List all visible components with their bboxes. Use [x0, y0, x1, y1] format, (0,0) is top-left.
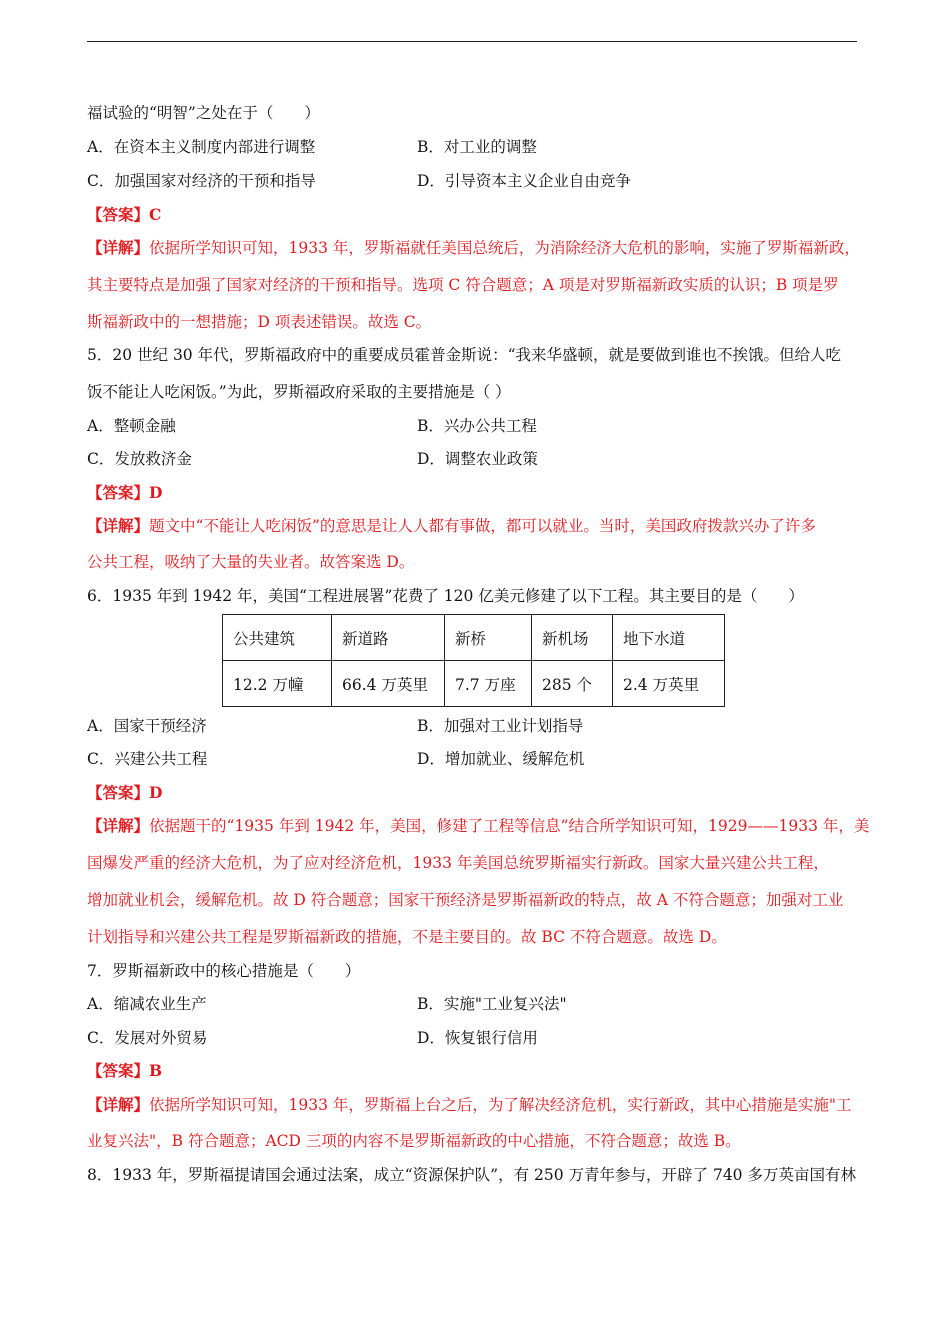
table-cell: 285 个: [532, 661, 613, 707]
q6-stem: 6．1935 年到 1942 年，美国“工程进展署”花费了 120 亿美元修建了以下工程。其主要目的是（ ）: [87, 587, 804, 605]
q5-detail-line-1: 【详解】题文中“不能让人吃闲饭”的意思是让人人都有事做，都可以就业。当时，美国政府拨款兴办了许多: [87, 516, 816, 535]
q4-detail-line-1: 【详解】依据所学知识可知，1933 年，罗斯福就任美国总统后，为消除经济大危机的影响，实施了罗斯福新政，: [87, 238, 860, 257]
q5-detail-line-2: 公共工程，吸纳了大量的失业者。故答案选 D。: [87, 553, 415, 571]
q7-answer: [87, 1059, 162, 1081]
q4-detail-line-3: 斯福新政中的一想措施；D 项表述错误。故选 C。: [87, 313, 432, 331]
detail-label: 【详解】: [87, 238, 150, 257]
q5-option-c: C．发放救济金: [87, 450, 192, 468]
q4-option-c: C．加强国家对经济的干预和指导: [87, 172, 316, 190]
answer-label: 【答案】: [87, 783, 150, 802]
q4-detail-line-2: 其主要特点是加强了国家对经济的干预和指导。选项 C 符合题意；A 项是对罗斯福新政实质的认识；B 项是罗: [87, 276, 839, 294]
detail-label: 【详解】: [87, 816, 150, 835]
answer-label: 【答案】: [87, 1061, 150, 1080]
q5-option-b: B．兴办公共工程: [417, 417, 537, 435]
q7-option-b: B．实施"工业复兴法": [417, 995, 567, 1013]
table-cell: 地下水道: [613, 615, 725, 661]
q8-stem: 8．1933 年，罗斯福提请国会通过法案，成立“资源保护队”，有 250 万青年参与，开辟了 740 多万英亩国有林: [87, 1166, 856, 1184]
q5-stem-line-1: 5．20 世纪 30 年代，罗斯福政府中的重要成员霍普金斯说：“我来华盛顿，就是要做到谁也不挨饿。但给人吃: [87, 346, 842, 364]
q6-option-c: C．兴建公共工程: [87, 750, 208, 768]
answer-value: D: [149, 783, 163, 802]
table-cell: 7.7 万座: [445, 661, 532, 707]
q5-option-d: D．调整农业政策: [417, 450, 538, 468]
answer-label: 【答案】: [87, 483, 150, 502]
header-rule: [87, 41, 857, 42]
q4-stem: 福试验的“明智”之处在于（ ）: [87, 104, 320, 122]
answer-value: B: [149, 1061, 163, 1080]
table-cell: 12.2 万幢: [223, 661, 332, 707]
q4-option-a: A．在资本主义制度内部进行调整: [87, 138, 316, 156]
q6-option-a: A．国家干预经济: [87, 717, 207, 735]
q7-detail-line-1: 【详解】依据所学知识可知，1933 年，罗斯福上台之后，为了解决经济危机，实行新政，其中心措施是实施"工: [87, 1095, 852, 1114]
table-cell: 2.4 万英里: [613, 661, 725, 707]
table-cell: 66.4 万英里: [332, 661, 445, 707]
q6-option-b: B．加强对工业计划指导: [417, 717, 584, 735]
q6-detail-line-1: 【详解】依据题干的“1935 年到 1942 年，美国，修建了工程等信息”结合所学知识可知，1929——1933 年，美: [87, 816, 870, 835]
detail-label: 【详解】: [87, 1095, 150, 1114]
table-cell: 公共建筑: [223, 615, 332, 661]
q6-detail-line-3: 增加就业机会，缓解危机。故 D 符合题意；国家干预经济是罗斯福新政的特点，故 A 不符合题意；加强对工业: [87, 891, 844, 909]
table-header-row: [223, 615, 725, 661]
q7-detail-line-2: 业复兴法"，B 符合题意；ACD 三项的内容不是罗斯福新政的中心措施，不符合题意；故选 B。: [87, 1132, 741, 1150]
q6-option-d: D．增加就业、缓解危机: [417, 750, 585, 768]
q5-answer: [87, 481, 162, 503]
q7-option-d: D．恢复银行信用: [417, 1029, 538, 1047]
q6-answer: [87, 781, 162, 803]
q7-option-c: C．发展对外贸易: [87, 1029, 208, 1047]
q6-detail-line-4: 计划指导和兴建公共工程是罗斯福新政的措施，不是主要目的。故 BC 不符合题意。故选 D。: [87, 928, 727, 946]
q4-answer: [87, 203, 161, 225]
answer-label: 【答案】: [87, 205, 150, 224]
q6-detail-line-2: 国爆发严重的经济大危机，为了应对经济危机，1933 年美国总统罗斯福实行新政。国家大量兴建公共工程，: [87, 854, 829, 872]
table-cell: 新机场: [532, 615, 613, 661]
q4-option-b: B．对工业的调整: [417, 138, 537, 156]
table-cell: 新道路: [332, 615, 445, 661]
answer-value: C: [149, 205, 162, 224]
table-cell: 新桥: [445, 615, 532, 661]
table-row: [223, 661, 725, 707]
q4-option-d: D．引导资本主义企业自由竞争: [417, 172, 631, 190]
q6-data-table: [222, 614, 725, 707]
q7-option-a: A．缩减农业生产: [87, 995, 207, 1013]
answer-value: D: [149, 483, 163, 502]
detail-label: 【详解】: [87, 516, 150, 535]
q5-option-a: A．整顿金融: [87, 417, 176, 435]
q7-stem: 7．罗斯福新政中的核心措施是（ ）: [87, 962, 361, 980]
q5-stem-line-2: 饭不能让人吃闲饭。”为此，罗斯福政府采取的主要措施是（ ）: [87, 383, 511, 401]
